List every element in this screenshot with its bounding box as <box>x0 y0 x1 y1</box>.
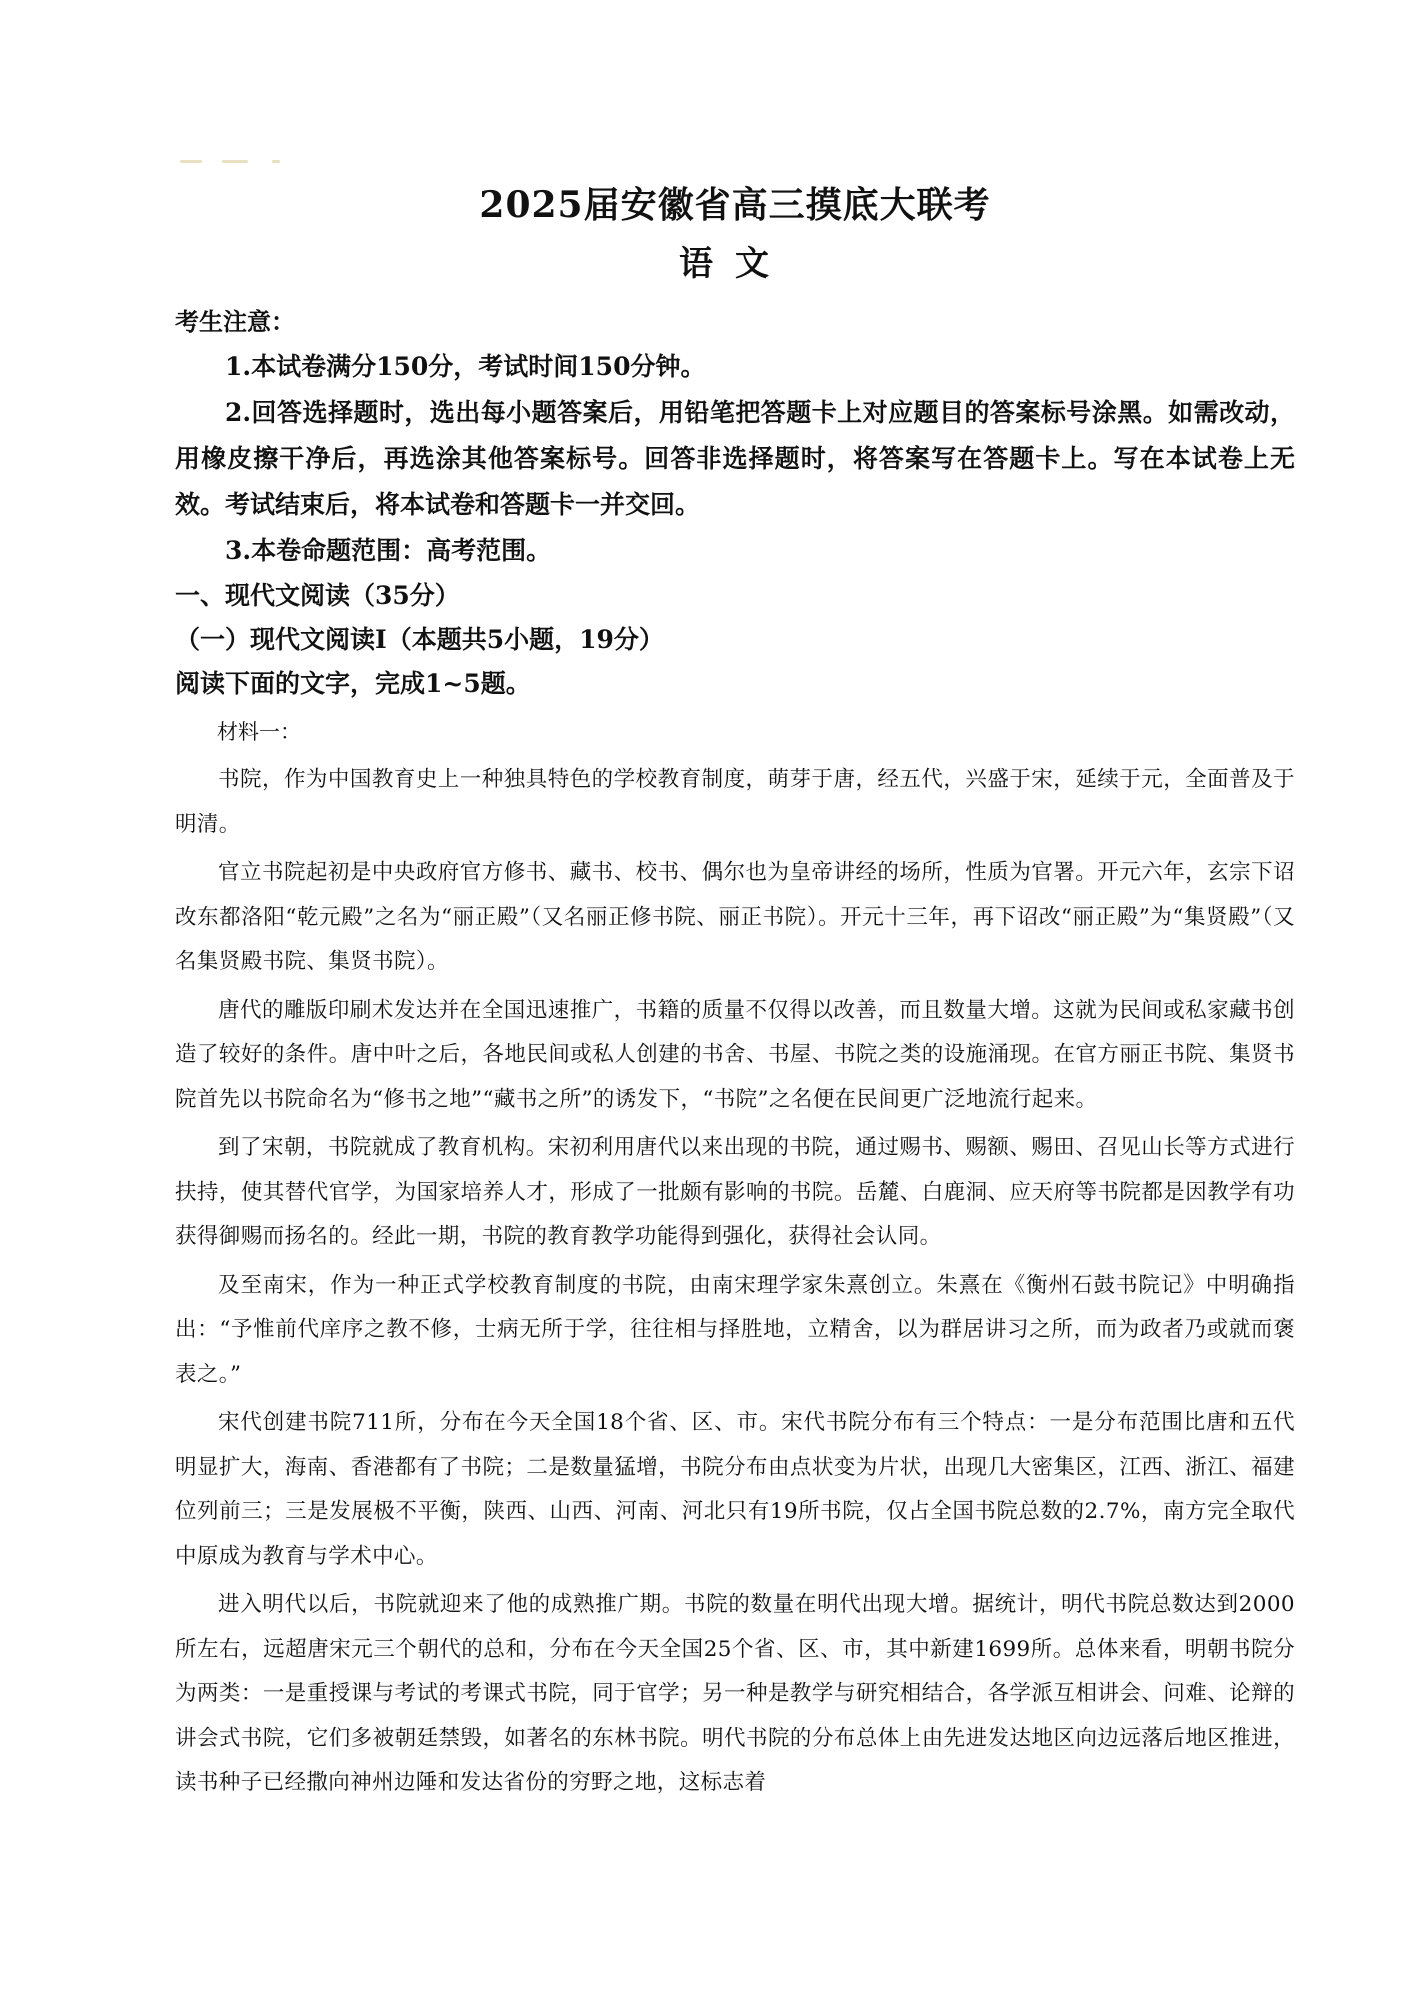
material-paragraph: 书院，作为中国教育史上一种独具特色的学校教育制度，萌芽于唐，经五代，兴盛于宋，延续于元，全面普及于明清。 <box>175 767 1295 837</box>
section-heading: 一、现代文阅读（35分） <box>175 581 460 610</box>
exam-title: 2025届安徽省高三摸底大联考 <box>479 184 991 226</box>
material-paragraph: 官立书院起初是中央政府官方修书、藏书、校书、偶尔也为皇帝讲经的场所，性质为官署。开元六年，玄宗下诏改东都洛阳“乾元殿”之名为“丽正殿”（又名丽正修书院、丽正书院）。开元十三年，再下诏改“丽正殿”为“集贤殿”（又名集贤殿书院、集贤书院）。 <box>175 860 1295 974</box>
exam-page <box>175 150 1295 1806</box>
material-paragraph: 宋代创建书院711所，分布在今天全国18个省、区、市。宋代书院分布有三个特点：一是分布范围比唐和五代明显扩大，海南、香港都有了书院；二是数量猛增，书院分布由点状变为片状，出现几大密集区，江西、浙江、福建位列前三；三是发展极不平衡，陕西、山西、河南、河北只有19所书院，仅占全国书院总数的2.7%，南方完全取代中原成为教育与学术中心。 <box>175 1410 1295 1569</box>
notice-item: 1.本试卷满分150分，考试时间150分钟。 <box>225 352 706 381</box>
notice-item: 3.本卷命题范围：高考范围。 <box>225 536 552 565</box>
material-paragraph: 到了宋朝，书院就成了教育机构。宋初利用唐代以来出现的书院，通过赐书、赐额、赐田、召见山长等方式进行扶持，使其替代官学，为国家培养人才，形成了一批颇有影响的书院。岳麓、白鹿洞、应天府等书院都是因教学有功获得御赐而扬名的。经此一期，书院的教育教学功能得到强化，获得社会认同。 <box>175 1135 1295 1249</box>
subject-title: 语文 <box>679 244 791 284</box>
subsection-heading: （一）现代文阅读Ⅰ（本题共5小题，19分） <box>175 625 664 654</box>
material-paragraph: 进入明代以后，书院就迎来了他的成熟推广期。书院的数量在明代出现大增。据统计，明代书院总数达到2000所左右，远超唐宋元三个朝代的总和，分布在今天全国25个省、区、市，其中新建1699所。总体来看，明朝书院分为两类：一是重授课与考试的考课式书院，同于官学；另一种是教学与研究相结合，各学派互相讲会、问难、论辩的讲会式书院，它们多被朝廷禁毁，如著名的东林书院。明代书院的分布总体上由先进发达地区向边远落后地区推进，读书种子已经撒向神州边陲和发达省份的穷野之地，这标志着 <box>175 1592 1295 1795</box>
notice-heading: 考生注意： <box>175 307 295 336</box>
material-label: 材料一： <box>217 720 301 744</box>
material-paragraph: 及至南宋，作为一种正式学校教育制度的书院，由南宋理学家朱熹创立。朱熹在《衡州石鼓书院记》中明确指出：“予惟前代庠序之教不修，士病无所于学，往往相与择胜地，立精舍，以为群居讲习之所，而为政者乃或就而褒表之。” <box>175 1272 1295 1387</box>
material-paragraph: 唐代的雕版印刷术发达并在全国迅速推广，书籍的质量不仅得以改善，而且数量大增。这就为民间或私家藏书创造了较好的条件。唐中叶之后，各地民间或私人创建的书舍、书屋、书院之类的设施涌现。在官方丽正书院、集贤书院首先以书院命名为“修书之地”“藏书之所”的诱发下，“书院”之名便在民间更广泛地流行起来。 <box>175 997 1295 1112</box>
reading-instruction: 阅读下面的文字，完成1~5题。 <box>175 669 531 698</box>
notice-item: 2.回答选择题时，选出每小题答案后，用铅笔把答题卡上对应题目的答案标号涂黑。如需改动，用橡皮擦干净后，再选涂其他答案标号。回答非选择题时，将答案写在答题卡上。写在本试卷上无效。考试结束后，将本试卷和答题卡一并交回。 <box>175 398 1295 519</box>
